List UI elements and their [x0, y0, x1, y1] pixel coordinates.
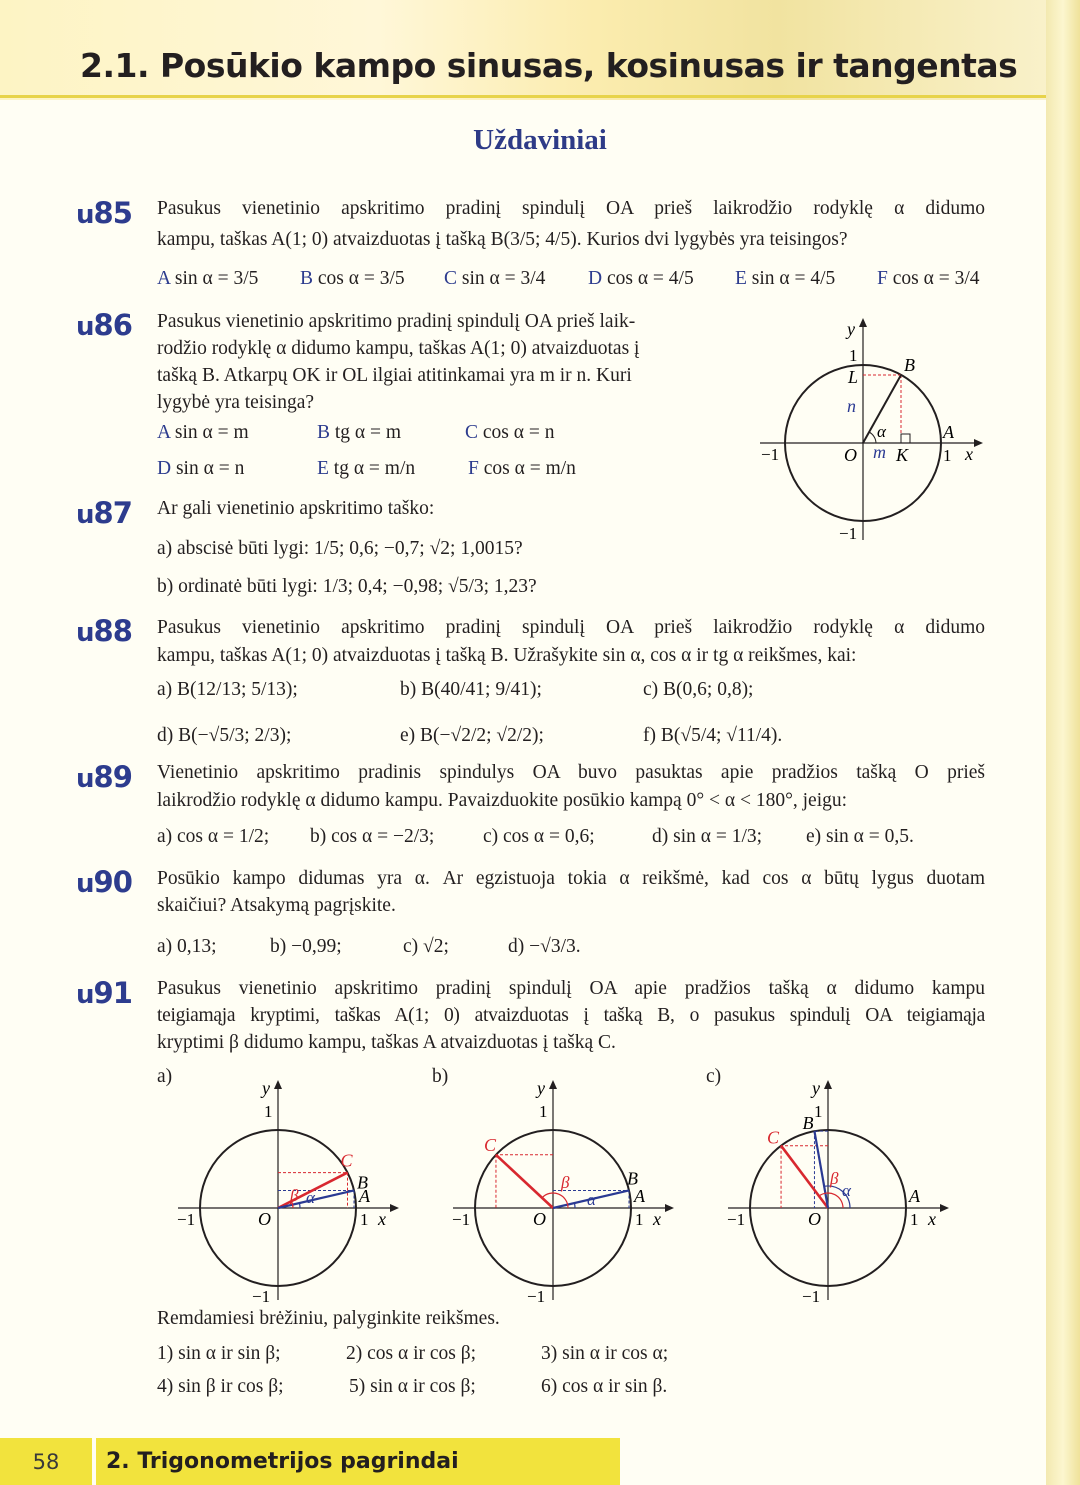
u91-caption-b: b)	[432, 1066, 449, 1087]
u91-text-line1: Pasukus vienetinio apskritimo pradinį spindulį OA apie pradžios tašką α didumo kampu	[157, 978, 985, 999]
u91c-radius-OB	[814, 1131, 828, 1208]
u86-option-5-expr: cos α = m/n	[483, 458, 576, 479]
u86-label-1-right: 1	[943, 446, 952, 465]
u90-text-line1: Posūkio kampo didumas yra α. Ar egzistuoja tokia α reikšmė, kad cos α būtų lygus duotam	[157, 868, 985, 889]
u86-label-x: x	[965, 444, 973, 464]
u91b-label-C: C	[483, 1134, 496, 1155]
u88-item-4: e) B(−√2/2; √2/2);	[400, 725, 544, 746]
u89-item-2: c) cos α = 0,6;	[483, 826, 595, 847]
problem-number-u89: u89	[76, 760, 132, 794]
u91-figure-b	[445, 1070, 685, 1305]
u91b-label-beta: β	[561, 1173, 570, 1192]
u86-label-L: L	[848, 367, 859, 387]
u85-option-5-expr: cos α = 3/4	[892, 268, 980, 289]
u91a-label-O: O	[258, 1209, 271, 1229]
u91a-label-1-right: 1	[360, 1210, 369, 1229]
u91b-y-arrow	[549, 1080, 557, 1089]
u86-option-1-expr: tg α = m	[334, 422, 402, 443]
u91b-label-O: O	[533, 1209, 546, 1229]
u85-option-2-letter: C	[444, 268, 458, 289]
section-heading: Uždaviniai	[473, 124, 607, 156]
u86-label-m: m	[873, 442, 886, 462]
u91a-x-arrow	[390, 1204, 399, 1212]
u85-option-0-expr: sin α = 3/5	[174, 268, 259, 289]
u91c-label-minus1-left: −1	[727, 1210, 746, 1229]
u88-text-line1: Pasukus vienetinio apskritimo pradinį spindulį OA prieš laikrodžio rodyklę α didumo	[157, 617, 985, 638]
u91a-label-minus1-bottom: −1	[252, 1287, 271, 1305]
u91a-y-arrow	[274, 1080, 282, 1089]
u86-label-minus1-left: −1	[761, 445, 780, 464]
u91a-label-B: B	[357, 1172, 369, 1193]
u86-option-2-letter: C	[465, 422, 479, 443]
problem-number-u85: u85	[76, 196, 132, 230]
problem-number-u90: u90	[76, 865, 132, 899]
u85-option-5	[877, 268, 980, 290]
u91a-label-y: y	[262, 1078, 270, 1098]
u85-option-1-letter: B	[300, 268, 314, 289]
u91b-label-A: A	[634, 1186, 645, 1206]
u91c-x-arrow	[940, 1204, 949, 1212]
u90-item-2: c) √2;	[403, 936, 449, 957]
u90-item-3: d) −√3/3.	[508, 936, 581, 957]
u91c-label-1-right: 1	[910, 1210, 919, 1229]
u88-item-2: c) B(0,6; 0,8);	[643, 679, 754, 700]
u89-item-1: b) cos α = −2/3;	[310, 826, 435, 847]
u86-label-alpha: α	[877, 422, 886, 441]
u86-label-A: A	[943, 422, 954, 442]
u85-option-0	[157, 268, 258, 290]
u87-part-b: b) ordinatė būti lygi: 1/3; 0,4; −0,98; √5/3; 1,23?	[157, 576, 537, 597]
u90-item-0: a) 0,13;	[157, 936, 217, 957]
u86-label-y: y	[847, 319, 855, 339]
u88-item-0: a) B(12/13; 5/13);	[157, 679, 298, 700]
u91-compare-item-1: 2) cos α ir cos β;	[346, 1343, 477, 1364]
u90-item-1: b) −0,99;	[270, 936, 342, 957]
problem-number-u88: u88	[76, 614, 132, 648]
footer-chapter-title: 2. Trigonometrijos pagrindai	[96, 1438, 620, 1485]
u89-item-0: a) cos α = 1/2;	[157, 826, 270, 847]
u87-part-a: a) abscisė būti lygi: 1/5; 0,6; −0,7; √2; 1,0015?	[157, 538, 523, 559]
u91-compare-item-0: 1) sin α ir sin β;	[157, 1343, 281, 1364]
u86-label-B: B	[904, 355, 915, 375]
u86-text-line2: rodžio rodyklę α didumo kampu, taškas A(1; 0) atvaizduotas į	[157, 338, 640, 359]
u86-option-4-letter: E	[317, 458, 329, 479]
u85-option-5-letter: F	[877, 268, 888, 289]
u91-caption-c: c)	[706, 1066, 722, 1087]
u86-text-line3: tašką B. Atkarpų OK ir OL ilgiai atitinkamai yra m ir n. Kuri	[157, 365, 632, 386]
u91b-alpha-arc	[574, 1203, 575, 1208]
u86-option-4	[317, 458, 415, 480]
u91a-label-1-top: 1	[264, 1102, 273, 1121]
u91-figure-c	[720, 1070, 960, 1305]
u89-item-3: d) sin α = 1/3;	[652, 826, 763, 847]
u91b-label-minus1-left: −1	[452, 1210, 471, 1229]
u91c-label-alpha: α	[842, 1181, 851, 1200]
u91a-label-minus1-left: −1	[177, 1210, 196, 1229]
u86-option-0-expr: sin α = m	[174, 422, 249, 443]
page-number: 58	[0, 1438, 92, 1485]
u91b-label-minus1-bottom: −1	[527, 1287, 546, 1305]
u86-option-5-letter: F	[468, 458, 479, 479]
u91c-label-x: x	[928, 1209, 936, 1229]
u91b-x-arrow	[665, 1204, 674, 1212]
u86-label-K: K	[896, 445, 909, 465]
u88-item-3: d) B(−√5/3; 2/3);	[157, 725, 292, 746]
u86-option-0-letter: A	[157, 422, 171, 443]
u85-option-2	[444, 268, 545, 290]
u85-option-4-expr: sin α = 4/5	[751, 268, 836, 289]
u91a-label-C: C	[340, 1150, 353, 1171]
u91a-label-alpha: α	[306, 1188, 315, 1207]
u85-option-3	[588, 268, 694, 290]
problem-number-u86: u86	[76, 308, 132, 342]
u91c-label-minus1-bottom: −1	[802, 1287, 821, 1305]
u91-text-line3: kryptimi β didumo kampu, taškas A atvaizduotas į tašką C.	[157, 1032, 616, 1053]
u89-item-4: e) sin α = 0,5.	[806, 826, 914, 847]
u88-item-5: f) B(√5/4; √11/4).	[643, 725, 783, 746]
u85-option-1	[300, 268, 405, 290]
u86-label-minus1-bottom: −1	[839, 524, 858, 543]
u86-label-n: n	[847, 396, 856, 416]
u91c-label-y: y	[812, 1078, 820, 1098]
u86-unit-circle-figure	[755, 315, 990, 550]
u91c-label-C: C	[767, 1127, 780, 1148]
u85-option-2-expr: sin α = 3/4	[461, 268, 546, 289]
header-rule	[0, 95, 1050, 98]
u86-option-5	[468, 458, 576, 480]
u91-figure-a	[170, 1070, 410, 1305]
u91a-alpha-arc	[299, 1203, 300, 1208]
u90-text-line2: skaičiui? Atsakymą pagrįskite.	[157, 895, 396, 916]
u91c-y-arrow	[824, 1080, 832, 1089]
u91b-label-1-top: 1	[539, 1102, 548, 1121]
u91-compare-intro: Remdamiesi brėžiniu, palyginkite reikšmes.	[157, 1308, 500, 1329]
u86-label-1-top: 1	[849, 346, 858, 365]
u86-option-4-expr: tg α = m/n	[333, 458, 416, 479]
u91a-label-beta: β	[290, 1186, 299, 1205]
u91b-label-y: y	[537, 1078, 545, 1098]
u85-text-line2: kampu, taškas A(1; 0) atvaizduotas į tašką B(3/5; 4/5). Kurios dvi lygybės yra teisingos?	[157, 229, 848, 250]
problem-number-u87: u87	[76, 496, 132, 530]
u89-text-line1: Vienetinio apskritimo pradinis spindulys OA buvo pasuktas apie pradžios tašką O prieš	[157, 762, 985, 783]
u91-compare-item-5: 6) cos α ir sin β.	[541, 1376, 668, 1397]
u91c-label-O: O	[808, 1209, 821, 1229]
u91-text-line2: teigiamąja kryptimi, taškas A(1; 0) atvaizduotas į tašką B, o pasukus spindulį OA teigiamąja	[157, 1005, 985, 1026]
problem-number-u91: u91	[76, 976, 132, 1010]
u86-option-3-expr: sin α = n	[175, 458, 245, 479]
u86-right-angle	[901, 434, 910, 443]
u91-caption-a: a)	[157, 1066, 173, 1087]
u91-compare-item-2: 3) sin α ir cos α;	[541, 1343, 669, 1364]
u91c-label-1-top: 1	[814, 1102, 823, 1121]
u86-text-line1: Pasukus vienetinio apskritimo pradinį spindulį OA prieš laik-	[157, 311, 636, 332]
u89-text-line2: laikrodžio rodyklę α didumo kampu. Pavaizduokite posūkio kampą 0° < α < 180°, jeigu:	[157, 790, 848, 811]
u88-text-line2: kampu, taškas A(1; 0) atvaizduotas į tašką B. Užrašykite sin α, cos α ir tg α reikšmes, kai:	[157, 645, 857, 666]
u91a-label-A: A	[359, 1186, 370, 1206]
u86-option-3-letter: D	[157, 458, 172, 479]
u85-option-3-letter: D	[588, 268, 603, 289]
u88-item-1: b) B(40/41; 9/41);	[400, 679, 542, 700]
u91-compare-item-3: 4) sin β ir cos β;	[157, 1376, 284, 1397]
u91b-label-alpha: α	[587, 1190, 596, 1209]
u86-text-line4: lygybė yra teisinga?	[157, 392, 315, 413]
u91-compare-item-4: 5) sin α ir cos β;	[349, 1376, 476, 1397]
u91a-label-x: x	[378, 1209, 386, 1229]
u86-label-O: O	[844, 445, 857, 465]
u86-option-3	[157, 458, 244, 480]
u91b-label-B: B	[627, 1168, 639, 1189]
u91c-label-A: A	[909, 1186, 920, 1206]
u91b-label-1-right: 1	[635, 1210, 644, 1229]
u86-option-0	[157, 422, 249, 444]
chapter-title: 2.1. Posūkio kampo sinusas, kosinusas ir tangentas	[80, 46, 1018, 85]
u85-option-4	[735, 268, 835, 290]
u86-option-2-expr: cos α = n	[482, 422, 555, 443]
u87-text: Ar gali vienetinio apskritimo taško:	[157, 498, 435, 519]
u86-option-1	[317, 422, 401, 444]
u86-option-2	[465, 422, 554, 444]
right-margin-band	[1046, 0, 1080, 1485]
u91c-radius-OC	[781, 1146, 828, 1208]
u91c-label-B: B	[802, 1113, 814, 1134]
u91b-label-x: x	[653, 1209, 661, 1229]
u85-option-0-letter: A	[157, 268, 171, 289]
u91b-radius-OC	[496, 1155, 553, 1208]
u86-option-1-letter: B	[317, 422, 331, 443]
u85-text-line1: Pasukus vienetinio apskritimo pradinį spindulį OA prieš laikrodžio rodyklę α didumo	[157, 198, 985, 219]
u91c-label-beta: β	[830, 1169, 839, 1188]
u85-option-4-letter: E	[735, 268, 747, 289]
u85-option-1-expr: cos α = 3/5	[317, 268, 405, 289]
u85-option-3-expr: cos α = 4/5	[606, 268, 694, 289]
